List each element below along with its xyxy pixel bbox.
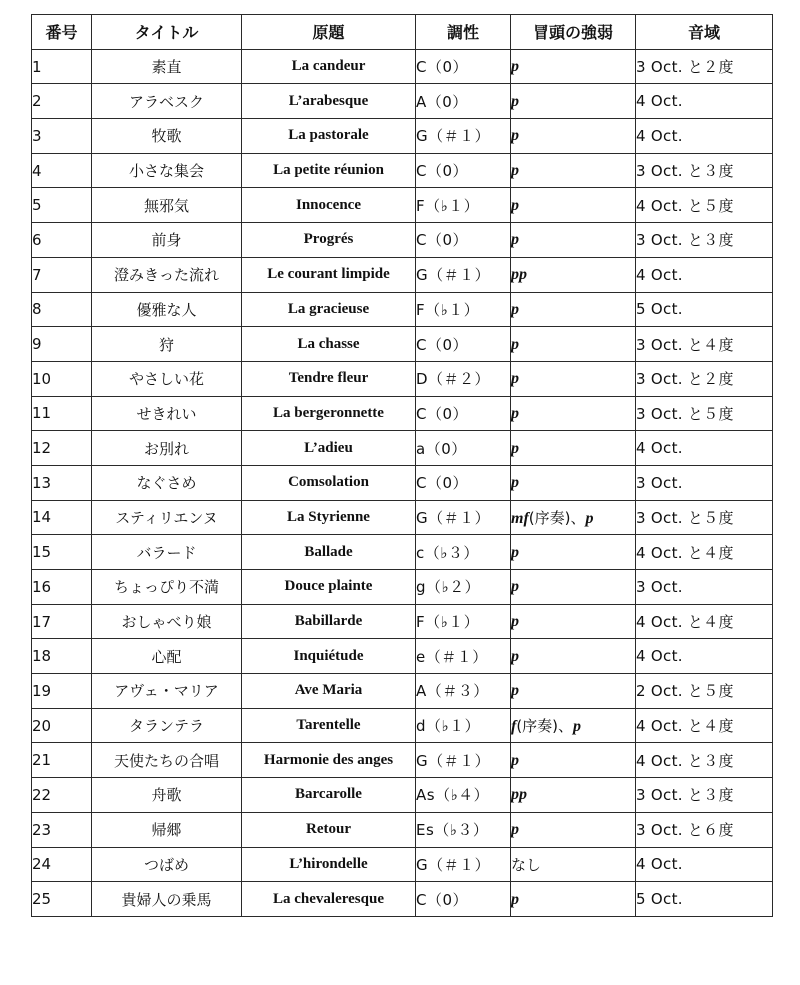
cell-number: 12 [32,431,92,466]
cell-number: 13 [32,465,92,500]
cell-range: 4 Oct. と３度 [636,743,773,778]
dynamic-mark: f [511,718,517,736]
cell-range: 5 Oct. [636,292,773,327]
header-number: 番号 [32,15,92,50]
cell-range: 4 Oct. と４度 [636,604,773,639]
cell-range: 3 Oct. と６度 [636,812,773,847]
etudes-table [31,14,773,917]
cell-key: G（＃１） [416,500,511,535]
cell-title: 天使たちの合唱 [92,743,242,778]
cell-opening-dynamic [511,188,636,223]
cell-number: 6 [32,223,92,258]
table-row [32,361,773,396]
cell-title: おしゃべり娘 [92,604,242,639]
header-row [32,15,773,50]
cell-opening-dynamic [511,431,636,466]
cell-original-title: Barcarolle [242,778,416,813]
cell-key: G（＃１） [416,743,511,778]
cell-title: 小さな集会 [92,153,242,188]
cell-title: タランテラ [92,708,242,743]
cell-original-title: Tarentelle [242,708,416,743]
table-row [32,812,773,847]
cell-title: アヴェ・マリア [92,674,242,709]
table-row [32,84,773,119]
cell-title: お別れ [92,431,242,466]
cell-opening-dynamic [511,604,636,639]
dynamic-mark: p [511,404,519,422]
cell-range: 3 Oct. と５度 [636,396,773,431]
cell-number: 19 [32,674,92,709]
cell-range: 4 Oct. と５度 [636,188,773,223]
cell-range: 4 Oct. [636,257,773,292]
dynamic-note: (序奏)、 [528,508,586,527]
header-title: タイトル [92,15,242,50]
cell-range: 3 Oct. と２度 [636,361,773,396]
cell-number: 4 [32,153,92,188]
cell-original-title: La bergeronnette [242,396,416,431]
cell-number: 17 [32,604,92,639]
cell-number: 16 [32,570,92,605]
cell-opening-dynamic [511,708,636,743]
cell-number: 15 [32,535,92,570]
table-row [32,153,773,188]
cell-key: a（0） [416,431,511,466]
cell-title: スティリエンヌ [92,500,242,535]
dynamic-mark: p [511,58,519,76]
cell-key: A（＃３） [416,674,511,709]
cell-title: 無邪気 [92,188,242,223]
cell-range: 3 Oct. と２度 [636,49,773,84]
dynamic-mark: pp [511,266,527,284]
cell-original-title: La chevaleresque [242,882,416,917]
cell-opening-dynamic [511,570,636,605]
dynamic-mark: p [511,439,519,457]
cell-opening-dynamic [511,153,636,188]
cell-number: 22 [32,778,92,813]
cell-range: 4 Oct. [636,119,773,154]
dynamic-mark: p [511,613,519,631]
header-original-title: 原題 [242,15,416,50]
cell-range: 4 Oct. [636,84,773,119]
cell-key: F（♭１） [416,292,511,327]
cell-original-title: L’arabesque [242,84,416,119]
cell-opening-dynamic [511,223,636,258]
cell-key: G（＃１） [416,119,511,154]
dynamic-mark: p [511,300,519,318]
cell-opening-dynamic [511,396,636,431]
cell-opening-dynamic [511,743,636,778]
cell-title: 心配 [92,639,242,674]
cell-original-title: Tendre fleur [242,361,416,396]
dynamic-mark: p [511,127,519,145]
cell-range: 4 Oct. [636,431,773,466]
cell-original-title: La pastorale [242,119,416,154]
dynamic-mark: p [511,821,519,839]
cell-title: せきれい [92,396,242,431]
cell-number: 14 [32,500,92,535]
cell-range: 3 Oct. と３度 [636,778,773,813]
dynamic-mark: p [511,578,519,596]
table-row [32,847,773,882]
table-row [32,708,773,743]
cell-title: なぐさめ [92,465,242,500]
header-key: 調性 [416,15,511,50]
table-row [32,465,773,500]
cell-key: F（♭１） [416,188,511,223]
table-body [32,49,773,916]
cell-range: 3 Oct. [636,570,773,605]
dynamic-mark: p [511,196,519,214]
cell-key: F（♭１） [416,604,511,639]
cell-title: ちょっぴり不満 [92,570,242,605]
cell-range: 3 Oct. と３度 [636,223,773,258]
cell-title: 帰郷 [92,812,242,847]
table-row [32,223,773,258]
cell-range: 3 Oct. と５度 [636,500,773,535]
cell-number: 2 [32,84,92,119]
cell-opening-dynamic [511,535,636,570]
cell-title: 澄みきった流れ [92,257,242,292]
cell-key: D（＃２） [416,361,511,396]
dynamic-mark: p [511,751,519,769]
dynamic-mark: p [511,335,519,353]
table-row [32,882,773,917]
table-row [32,743,773,778]
cell-number: 20 [32,708,92,743]
cell-range: 5 Oct. [636,882,773,917]
table-row [32,778,773,813]
cell-original-title: Comsolation [242,465,416,500]
table-row [32,49,773,84]
cell-original-title: La gracieuse [242,292,416,327]
cell-number: 5 [32,188,92,223]
cell-opening-dynamic [511,812,636,847]
cell-opening-dynamic [511,361,636,396]
dynamic-mark: pp [511,786,527,804]
cell-number: 10 [32,361,92,396]
cell-title: 優雅な人 [92,292,242,327]
cell-key: d（♭１） [416,708,511,743]
dynamic-note: なし [511,855,542,874]
dynamic-mark: p [511,231,519,249]
cell-original-title: Progrés [242,223,416,258]
dynamic-mark: p [511,92,519,110]
table-row [32,119,773,154]
cell-opening-dynamic [511,882,636,917]
cell-key: c（♭３） [416,535,511,570]
cell-key: e（＃１） [416,639,511,674]
table-row [32,535,773,570]
cell-opening-dynamic [511,119,636,154]
table-row [32,188,773,223]
cell-range: 4 Oct. と４度 [636,535,773,570]
cell-number: 7 [32,257,92,292]
dynamic-mark: p [511,682,519,700]
cell-key: g（♭２） [416,570,511,605]
cell-opening-dynamic [511,847,636,882]
cell-original-title: Babillarde [242,604,416,639]
header-range: 音域 [636,15,773,50]
header-opening-dynamic: 冒頭の強弱 [511,15,636,50]
dynamic-mark: mf [511,509,529,527]
cell-original-title: Retour [242,812,416,847]
cell-title: 前身 [92,223,242,258]
cell-range: 3 Oct. [636,465,773,500]
table-row [32,674,773,709]
cell-key: As（♭４） [416,778,511,813]
cell-range: 4 Oct. [636,847,773,882]
cell-key: C（0） [416,223,511,258]
cell-number: 1 [32,49,92,84]
cell-title: 牧歌 [92,119,242,154]
cell-opening-dynamic [511,292,636,327]
cell-opening-dynamic [511,778,636,813]
table-row [32,604,773,639]
dynamic-note: (序奏)、 [516,717,574,736]
table-row [32,396,773,431]
cell-opening-dynamic [511,257,636,292]
cell-original-title: L’adieu [242,431,416,466]
table-row [32,431,773,466]
cell-key: A（0） [416,84,511,119]
cell-number: 8 [32,292,92,327]
cell-number: 23 [32,812,92,847]
cell-number: 24 [32,847,92,882]
cell-opening-dynamic [511,674,636,709]
table-row [32,327,773,362]
cell-title: アラベスク [92,84,242,119]
cell-opening-dynamic [511,84,636,119]
cell-key: C（0） [416,49,511,84]
dynamic-mark: p [511,890,519,908]
cell-title: バラード [92,535,242,570]
cell-original-title: La petite réunion [242,153,416,188]
cell-number: 11 [32,396,92,431]
cell-key: C（0） [416,396,511,431]
cell-key: C（0） [416,465,511,500]
dynamic-mark: p [511,647,519,665]
cell-key: G（＃１） [416,257,511,292]
cell-number: 3 [32,119,92,154]
cell-original-title: Douce plainte [242,570,416,605]
cell-original-title: La candeur [242,49,416,84]
table-row [32,570,773,605]
dynamic-mark: p [511,543,519,561]
cell-key: G（＃１） [416,847,511,882]
cell-opening-dynamic [511,327,636,362]
dynamic-mark-after: p [573,718,582,736]
dynamic-mark-after: p [585,509,594,527]
cell-original-title: Harmonie des anges [242,743,416,778]
cell-title: 狩 [92,327,242,362]
table-row [32,500,773,535]
table-row [32,257,773,292]
cell-original-title: Ave Maria [242,674,416,709]
dynamic-mark: p [511,474,519,492]
cell-number: 18 [32,639,92,674]
cell-original-title: La chasse [242,327,416,362]
table-row [32,639,773,674]
table-row [32,292,773,327]
cell-number: 9 [32,327,92,362]
cell-key: C（0） [416,327,511,362]
cell-number: 21 [32,743,92,778]
cell-original-title: La Styrienne [242,500,416,535]
cell-original-title: Ballade [242,535,416,570]
cell-range: 4 Oct. [636,639,773,674]
cell-range: 3 Oct. と４度 [636,327,773,362]
cell-opening-dynamic [511,639,636,674]
cell-opening-dynamic [511,500,636,535]
cell-title: 素直 [92,49,242,84]
cell-title: つばめ [92,847,242,882]
cell-original-title: Le courant limpide [242,257,416,292]
cell-range: 3 Oct. と３度 [636,153,773,188]
cell-original-title: Innocence [242,188,416,223]
cell-key: C（0） [416,153,511,188]
cell-title: 舟歌 [92,778,242,813]
cell-original-title: L’hirondelle [242,847,416,882]
cell-number: 25 [32,882,92,917]
cell-key: Es（♭３） [416,812,511,847]
cell-original-title: Inquiétude [242,639,416,674]
cell-opening-dynamic [511,465,636,500]
cell-title: やさしい花 [92,361,242,396]
cell-key: C（0） [416,882,511,917]
cell-opening-dynamic [511,49,636,84]
dynamic-mark: p [511,370,519,388]
cell-range: 2 Oct. と５度 [636,674,773,709]
cell-range: 4 Oct. と４度 [636,708,773,743]
cell-title: 貴婦人の乗馬 [92,882,242,917]
dynamic-mark: p [511,162,519,180]
